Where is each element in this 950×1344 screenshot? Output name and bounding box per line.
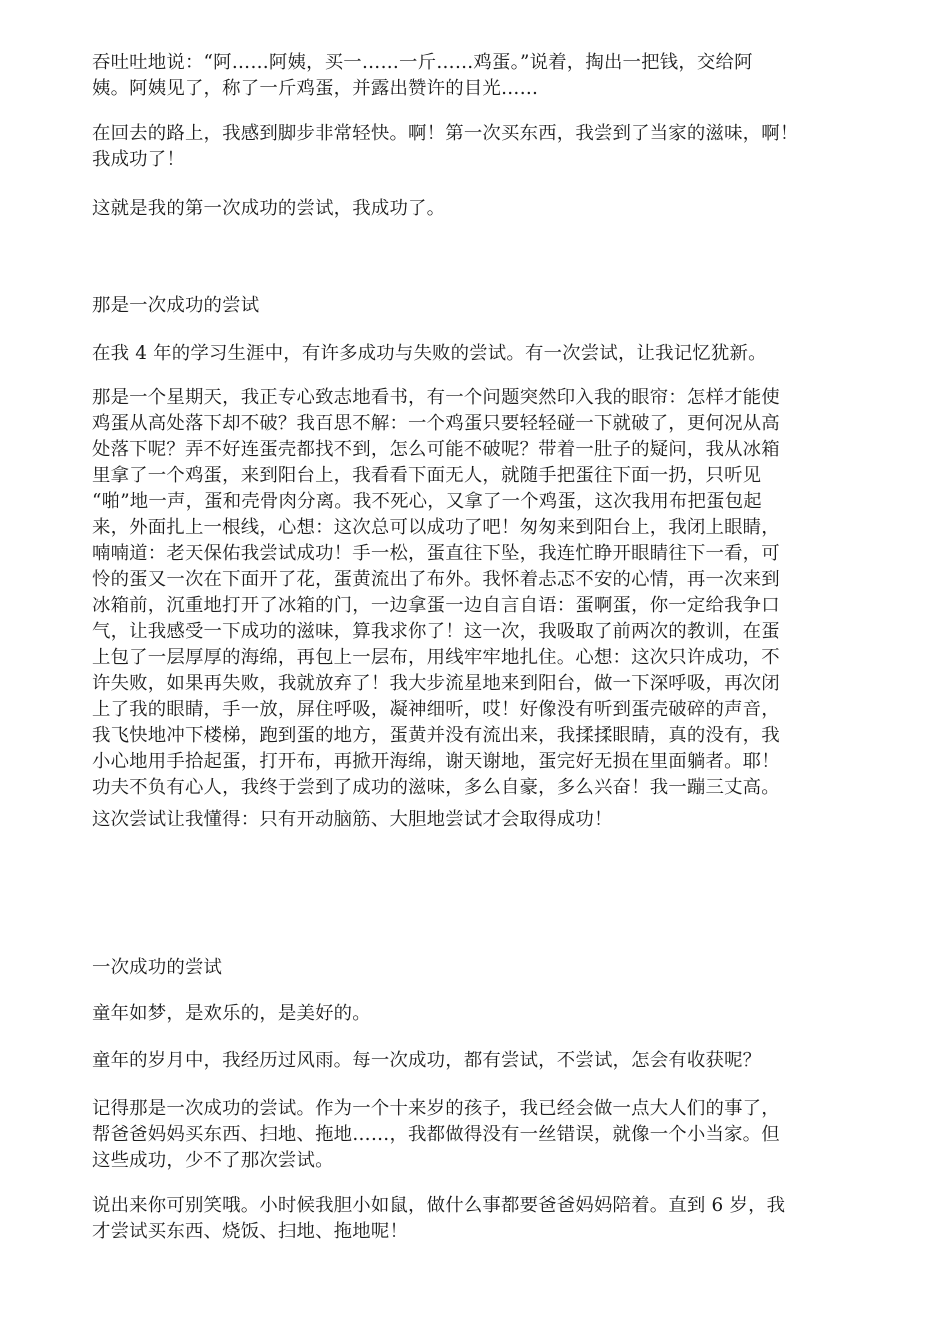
section3-paragraph-4: 说出来你可别笑哦。小时候我胆小如鼠，做什么事都要爸爸妈妈陪着。直到 6 岁，我 才尝试买东西、烧饭、扫地、拖地呢！ bbox=[92, 1195, 786, 1242]
section1-paragraph-3: 这就是我的第一次成功的尝试，我成功了。 bbox=[92, 198, 446, 219]
section3-paragraph-2: 童年的岁月中，我经历过风雨。每一次成功，都有尝试，不尝试，怎会有收获呢？ bbox=[92, 1050, 762, 1071]
section2-paragraph-1: 在我 4 年的学习生涯中，有许多成功与失败的尝试。有一次尝试，让我记忆犹新。 bbox=[92, 343, 767, 364]
section3-paragraph-3: 记得那是一次成功的尝试。作为一个十来岁的孩子，我已经会做一点大人们的事了， 帮爸爸妈妈买东西、扫地、拖地……，我都做得没有一丝错误，就像一个小当家。但 这些成功，少不了那次尝试。 bbox=[92, 1098, 780, 1171]
section2-paragraph-2: 那是一个星期天，我正专心致志地看书，有一个问题突然印入我的眼帘：怎样才能使 鸡蛋从高处落下却不破？我百思不解：一个鸡蛋只要轻轻碰一下就破了，更何况从高 处落下呢？弄不好连蛋壳都找不到，怎么可能不破呢？带着一肚子的疑问，我从冰箱 里拿了一个鸡蛋，来到阳台上，我看看下面无人，就随手把蛋往下面一扔，只听见 “啪”地一声，蛋和壳骨肉分离。我不死心，又拿了一个鸡蛋，这次我用布把蛋包起 来，外面扎上一根线，心想：这次总可以成功了吧！匆匆来到阳台上，我闭上眼睛， 喃喃道：老天保佑我尝试成功！手一松，蛋直往下坠，我连忙睁开眼睛往下一看，可 怜的蛋又一次在下面开了花，蛋黄流出了布外。我怀着忐忑不安的心情，再一次来到 冰箱前，沉重地打开了冰箱的门，一边拿蛋一边自言自语：蛋啊蛋，你一定给我争口 气，让我感受一下成功的滋味，算我求你了！这一次，我吸取了前两次的教训，在蛋 上包了一层厚厚的海绵，再包上一层布，用线牢牢地扎住。心想：这次只许成功，不 许失败，如果再失败，我就放弃了！我大步流星地来到阳台，做一下深呼吸，再次闭 上了我的眼睛，手一放，屏住呼吸，凝神细听，哎！好像没有听到蛋壳破碎的声音， 我飞快地冲下楼梯，跑到蛋的地方，蛋黄并没有流出来，我揉揉眼睛，真的没有，我 小心地用手拾起蛋，打开布，再掀开海绵，谢天谢地，蛋完好无损在里面躺者。耶！ 功夫不负有心人，我终于尝到了成功的滋味，多么自豪，多么兴奋！我一蹦三丈高。 bbox=[92, 387, 780, 798]
section1-paragraph-1: 吞吐吐地说：“阿……阿姨，买一……一斤……鸡蛋。”说着，掏出一把钱，交给阿 姨。阿姨见了，称了一斤鸡蛋，并露出赞许的目光…… bbox=[92, 52, 753, 99]
section3-paragraph-1: 童年如梦，是欢乐的，是美好的。 bbox=[92, 1003, 371, 1024]
section1-paragraph-2: 在回去的路上，我感到脚步非常轻快。啊！第一次买东西，我尝到了当家的滋味，啊！ 我成功了！ bbox=[92, 123, 799, 170]
section2-paragraph-3: 这次尝试让我懂得：只有开动脑筋、大胆地尝试才会取得成功！ bbox=[92, 809, 613, 830]
section2-title: 那是一次成功的尝试 bbox=[92, 295, 260, 316]
section3-title: 一次成功的尝试 bbox=[92, 957, 223, 978]
